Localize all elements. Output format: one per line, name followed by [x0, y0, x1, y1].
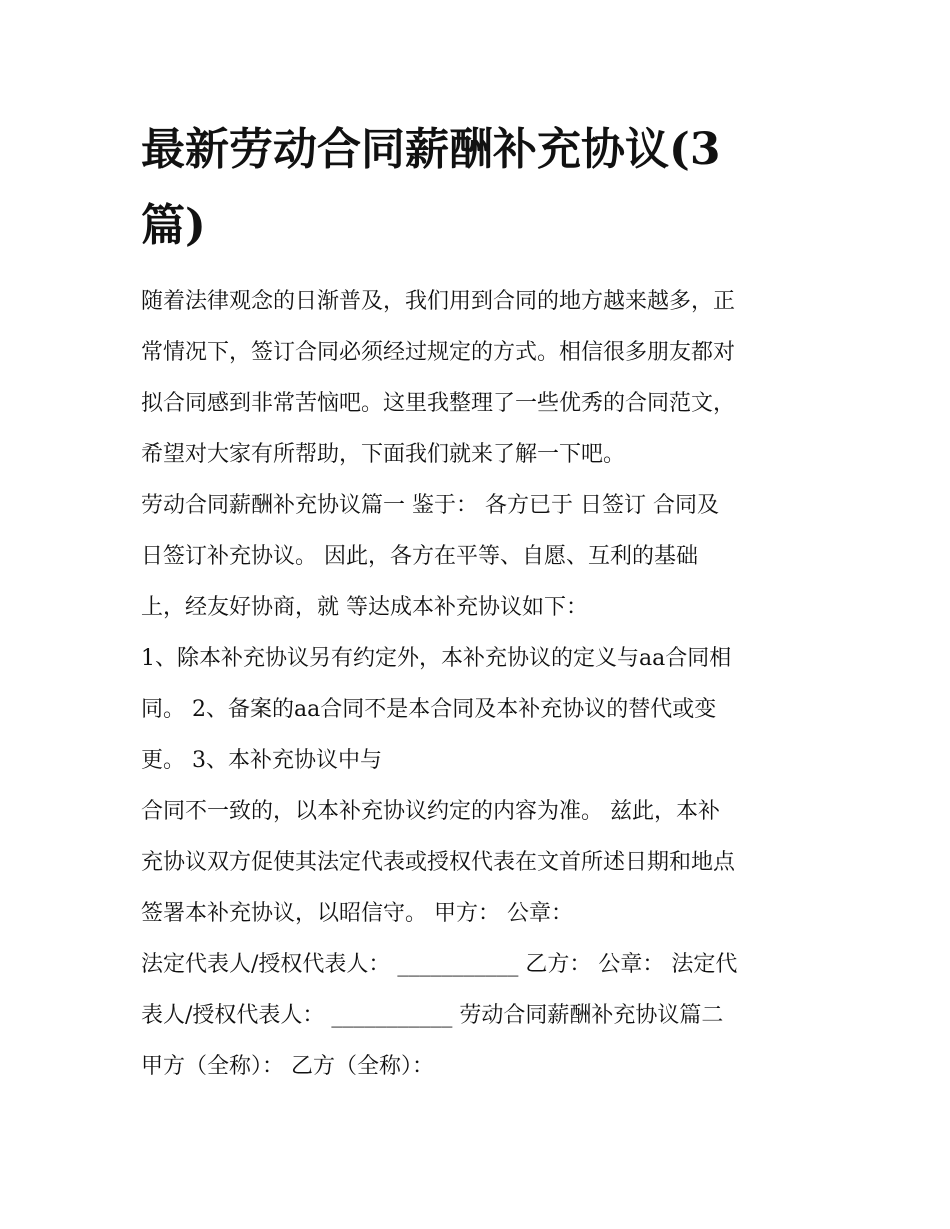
body-line: 劳动合同薪酬补充协议篇一 鉴于： 各方已于 日签订 合同及 [141, 493, 719, 518]
body-line: 1、除本补充协议另有约定外，本补充协议的定义与aa合同相 [141, 646, 732, 671]
body-line: 合同不一致的，以本补充协议约定的内容为准。 兹此，本补 [141, 799, 720, 824]
body-line: 签署本补充协议，以昭信守。 甲方： 公章： [141, 901, 573, 926]
title-line-1: 最新劳动合同薪酬补充协议(3 [141, 124, 721, 175]
document-title [141, 112, 821, 264]
body-line: 同。 2、备案的aa合同不是本合同及本补充协议的替代或变 [141, 697, 717, 722]
body-line: 常情况下，签订合同必须经过规定的方式。相信很多朋友都对 [141, 340, 736, 365]
body-line: 拟合同感到非常苦恼吧。这里我整理了一些优秀的合同范文， [141, 391, 736, 416]
title-line-2: 篇) [141, 200, 206, 251]
body-line: 甲方（全称）： 乙方（全称）： [141, 1054, 434, 1079]
body-line: 希望对大家有所帮助，下面我们就来了解一下吧。 [141, 442, 626, 467]
document-body [141, 276, 831, 1092]
body-line: 日签订补充协议。 因此，各方在平等、自愿、互利的基础 [141, 544, 698, 569]
body-line: 随着法律观念的日渐普及，我们用到合同的地方越来越多，正 [141, 289, 736, 314]
body-line: 充协议双方促使其法定代表或授权代表在文首所述日期和地点 [141, 850, 736, 875]
body-line: 法定代表人/授权代表人： ___________ 乙方： 公章： 法定代 [141, 952, 738, 977]
body-line: 表人/授权代表人： ___________ 劳动合同薪酬补充协议篇二 [141, 1003, 724, 1028]
body-line: 上，经友好协商，就 等达成本补充协议如下： [141, 595, 588, 620]
body-line: 更。 3、本补充协议中与 [141, 748, 382, 773]
